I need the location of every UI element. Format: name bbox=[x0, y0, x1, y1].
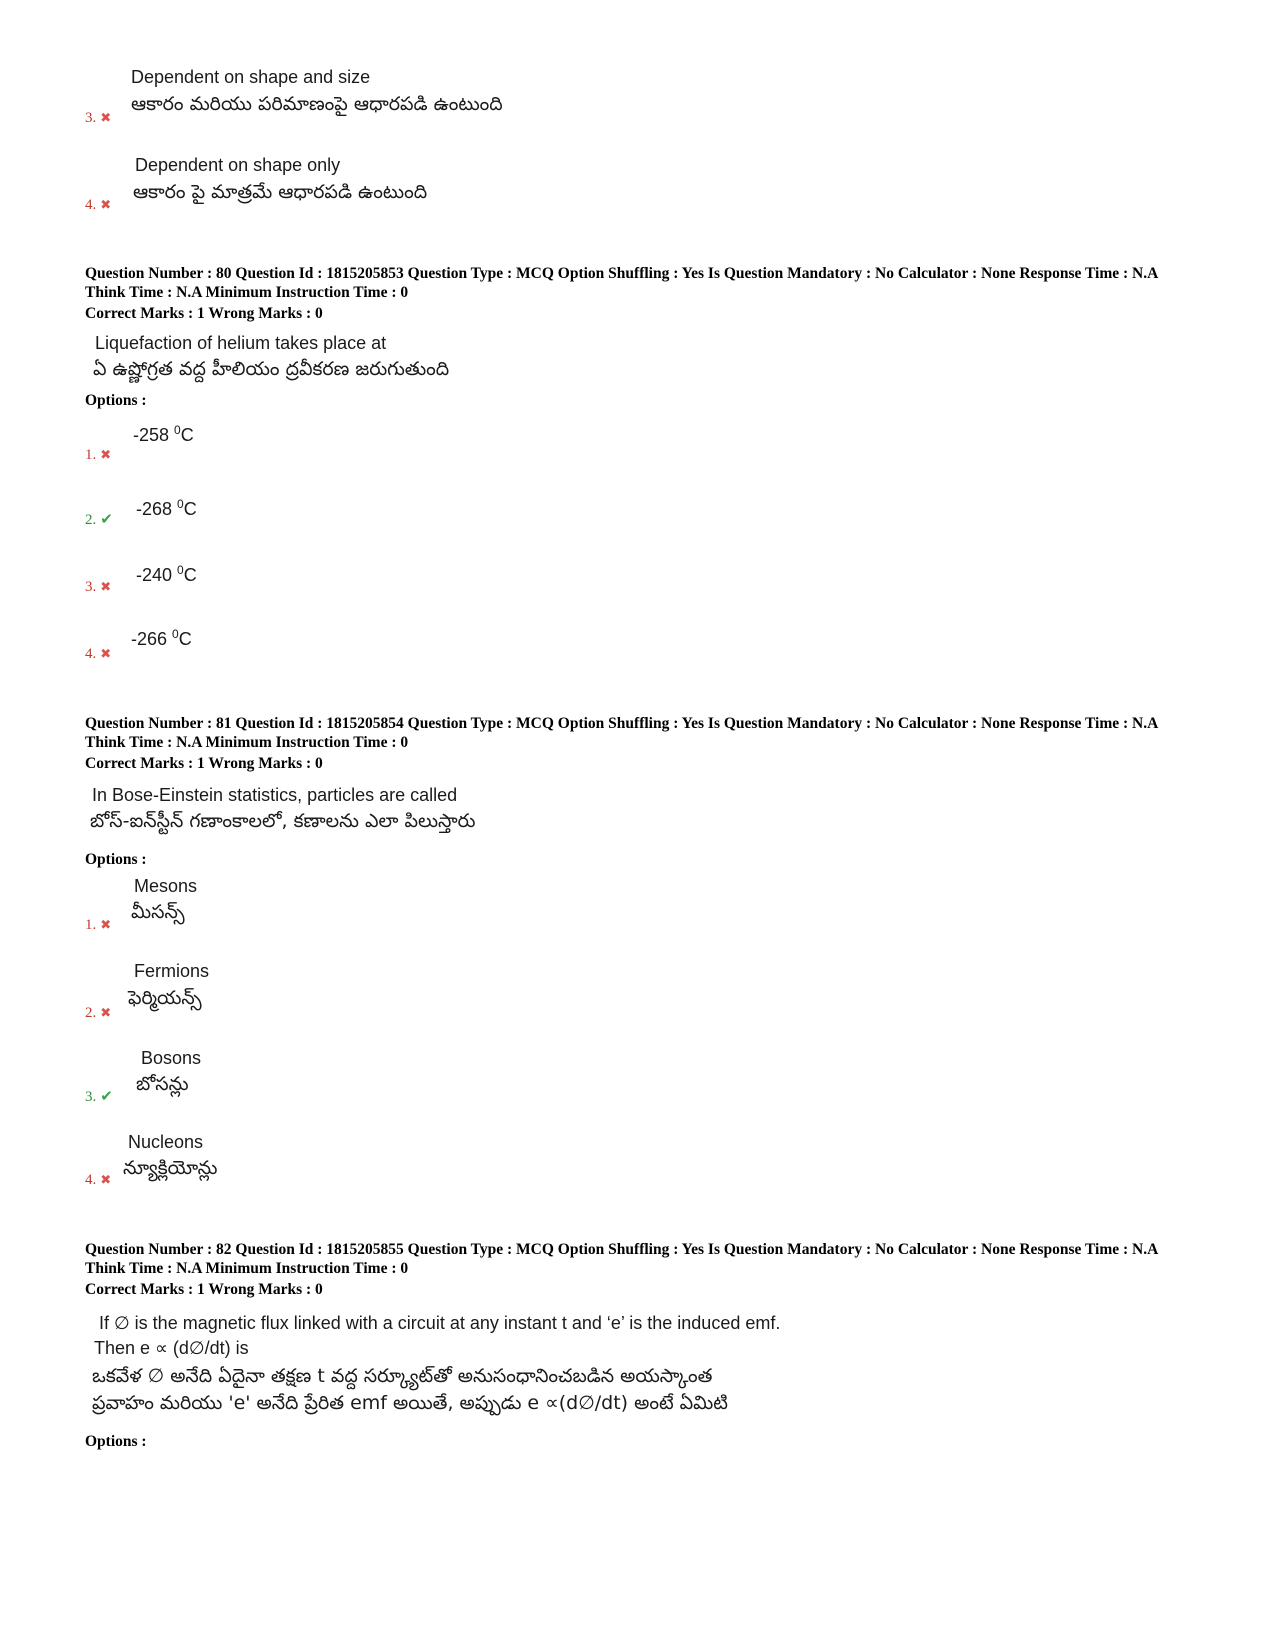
question-80-option-3-text: -240 $^0$C bbox=[136, 563, 197, 585]
question-81-text-english: In Bose-Einstein statistics, particles are called bbox=[92, 785, 458, 805]
question-80-options-label: Options : bbox=[85, 392, 147, 409]
question-82-text-telugu-line-1: ఒకవేళ ∅ అనేది ఏదైనా తక్షణ t వద్ద సర్క్యూట్‌తో అనుసంధానించబడిన అయస్కాంత bbox=[92, 1365, 713, 1387]
question-81-text-telugu: బోస్-ఐన్‌స్టీన్ గణాంకాలలో, కణాలను ఎలా పిలుస్తారు bbox=[90, 810, 476, 832]
cross-icon: ✖ bbox=[100, 580, 112, 595]
question-81-meta: Question Number : 81 Question Id : 1815205854 Question Type : MCQ Option Shuffling : Yes Is Question Mandatory : No Calculator : None Response Time : N.A Think Time : N.A Minimum Instruction Time : 0 bbox=[85, 715, 1158, 751]
question-80-option-4-text: -266 $^0$C bbox=[131, 627, 192, 649]
question-81-option-4-telugu: న్యూక్లియోన్లు bbox=[123, 1157, 218, 1179]
question-80-text-telugu: ఏ ఉష్ణోగ్రత వద్ద హీలియం ద్రవీకరణ జరుగుతుంది bbox=[93, 358, 450, 380]
prev-option-4-english: Dependent on shape only bbox=[135, 155, 341, 175]
question-81-marks: Correct Marks : 1 Wrong Marks : 0 bbox=[85, 755, 323, 772]
question-80-option-1-number: 1. ✖ bbox=[85, 447, 112, 463]
question-81-option-3-telugu: బోసన్లు bbox=[136, 1073, 189, 1095]
prev-option-4-telugu: ఆకారం పై మాత్రమే ఆధారపడి ఉంటుంది bbox=[133, 181, 428, 203]
prev-option-3-english: Dependent on shape and size bbox=[131, 67, 371, 87]
cross-icon: ✖ bbox=[100, 111, 112, 126]
cross-icon: ✖ bbox=[100, 1173, 112, 1188]
question-81-options-label: Options : bbox=[85, 851, 147, 868]
prev-option-4-number: 4. ✖ bbox=[85, 197, 112, 213]
prev-option-3-telugu: ఆకారం మరియు పరిమాణంపై ఆధారపడి ఉంటుంది bbox=[131, 93, 503, 115]
check-icon: ✔ bbox=[100, 510, 113, 528]
question-82-marks: Correct Marks : 1 Wrong Marks : 0 bbox=[85, 1281, 323, 1298]
question-82-text-telugu-line-2: ప్రవాహం మరియు 'e' అనేది ప్రేరిత emf అయితే, అప్పుడు e ∝(d∅/dt) అంటే ఏమిటి bbox=[92, 1392, 728, 1414]
cross-icon: ✖ bbox=[100, 647, 112, 662]
question-81-option-3-number: 3. ✔ bbox=[85, 1087, 113, 1105]
question-80-marks: Correct Marks : 1 Wrong Marks : 0 bbox=[85, 305, 323, 322]
question-82-options-label: Options : bbox=[85, 1433, 147, 1450]
question-81-option-4-english: Nucleons bbox=[128, 1132, 204, 1152]
question-81-option-2-telugu: ఫెర్మియన్స్ bbox=[128, 987, 202, 1009]
question-80-meta: Question Number : 80 Question Id : 1815205853 Question Type : MCQ Option Shuffling : Yes Is Question Mandatory : No Calculator : None Response Time : N.A Think Time : N.A Minimum Instruction Time : 0 bbox=[85, 265, 1158, 301]
cross-icon: ✖ bbox=[100, 448, 112, 463]
prev-option-3-number: 3. ✖ bbox=[85, 110, 112, 126]
question-80-option-4-number: 4. ✖ bbox=[85, 646, 112, 662]
question-81-option-3-english: Bosons bbox=[141, 1048, 202, 1068]
question-82-meta: Question Number : 82 Question Id : 1815205855 Question Type : MCQ Option Shuffling : Yes Is Question Mandatory : No Calculator : None Response Time : N.A Think Time : N.A Minimum Instruction Time : 0 bbox=[85, 1241, 1158, 1277]
question-81-option-1-number: 1. ✖ bbox=[85, 917, 112, 933]
question-82-text-english-line-1: If ∅ is the magnetic flux linked with a circuit at any instant t and ‘e’ is the induced emf. bbox=[99, 1313, 781, 1333]
question-80-text-english: Liquefaction of helium takes place at bbox=[95, 333, 387, 353]
check-icon: ✔ bbox=[100, 1087, 113, 1105]
question-81-option-2-english: Fermions bbox=[134, 961, 210, 981]
cross-icon: ✖ bbox=[100, 918, 112, 933]
question-80-option-2-text: -268 $^0$C bbox=[136, 497, 197, 519]
cross-icon: ✖ bbox=[100, 1006, 112, 1021]
question-82-text-english-line-2: Then e ∝ (d∅/dt) is bbox=[94, 1338, 249, 1358]
question-80-option-2-number: 2. ✔ bbox=[85, 510, 113, 528]
question-81-option-2-number: 2. ✖ bbox=[85, 1005, 112, 1021]
question-81-option-4-number: 4. ✖ bbox=[85, 1172, 112, 1188]
question-80-option-3-number: 3. ✖ bbox=[85, 579, 112, 595]
cross-icon: ✖ bbox=[100, 198, 112, 213]
question-80-option-1-text: -258 $^0$C bbox=[133, 423, 194, 445]
question-81-option-1-english: Mesons bbox=[134, 876, 198, 896]
question-81-option-1-telugu: మీసన్స్ bbox=[131, 901, 185, 923]
